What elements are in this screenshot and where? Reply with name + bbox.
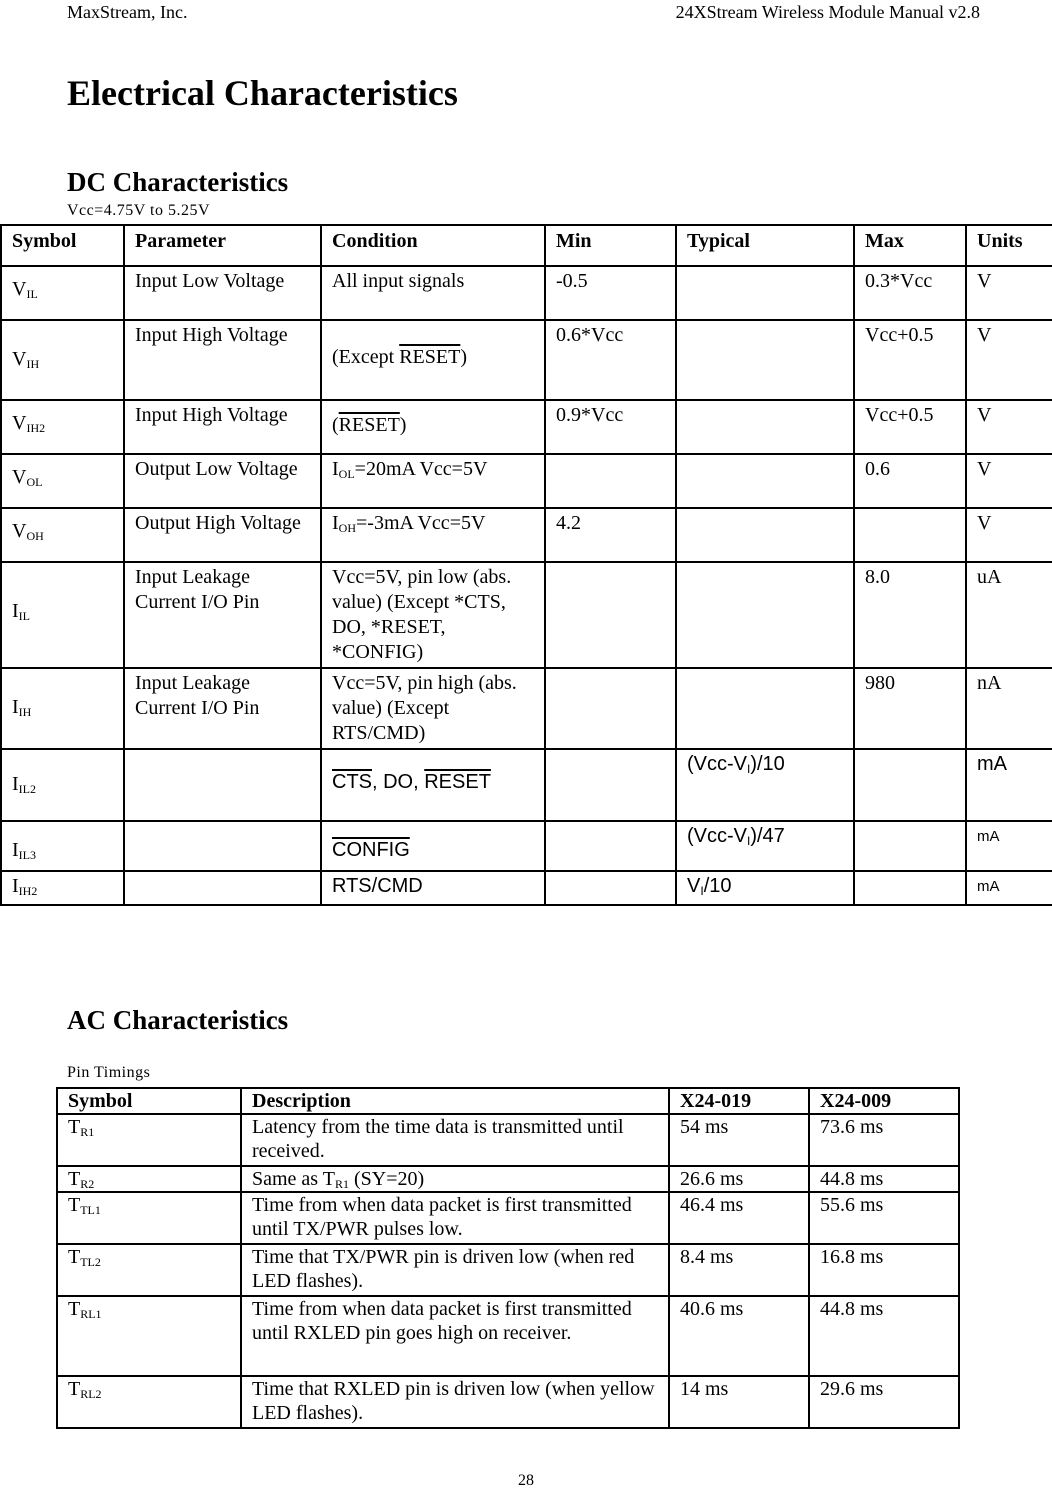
parameter-cell: Input Leakage Current I/O Pin xyxy=(124,668,321,749)
table-row xyxy=(57,1296,959,1376)
max-cell: Vcc+0.5 xyxy=(854,400,966,454)
parameter-cell: Output High Voltage xyxy=(124,508,321,562)
symbol-cell: $I_{IL}$ xyxy=(1,562,124,668)
symbol-cell: $V_{IH}$ xyxy=(1,320,124,400)
x24-019-cell: 14 ms xyxy=(669,1376,809,1428)
description-cell: Time that TX/PWR pin is driven low (when red LED flashes). xyxy=(241,1244,669,1296)
table-row xyxy=(1,821,1052,871)
max-cell: 0.6 xyxy=(854,454,966,508)
max-cell xyxy=(854,821,966,871)
table-row xyxy=(1,320,1052,400)
symbol-cell: $V_{OH}$ xyxy=(1,508,124,562)
table-row xyxy=(1,871,1052,905)
table-row xyxy=(1,266,1052,320)
typical-cell: $V_I/10$ xyxy=(676,871,854,905)
parameter-cell xyxy=(124,821,321,871)
units-cell: nA xyxy=(966,668,1052,749)
x24-009-cell: 16.8 ms xyxy=(809,1244,959,1296)
x24-019-cell: 54 ms xyxy=(669,1114,809,1166)
symbol-cell: $T_{R1}$ xyxy=(57,1114,241,1166)
parameter-cell: Input Leakage Current I/O Pin xyxy=(124,562,321,668)
min-cell xyxy=(545,454,676,508)
min-cell: 0.6*Vcc xyxy=(545,320,676,400)
description-cell: Same as $T_{R1}$ (SY=20) xyxy=(241,1166,669,1192)
description-cell: Time that RXLED pin is driven low (when yellow LED flashes). xyxy=(241,1376,669,1428)
symbol-cell: $T_{R2}$ xyxy=(57,1166,241,1192)
parameter-cell: Input High Voltage xyxy=(124,400,321,454)
typical-cell: $(Vcc-V_I)/10$ xyxy=(676,749,854,821)
typical-cell xyxy=(676,320,854,400)
symbol-cell: $T_{RL1}$ xyxy=(57,1296,241,1376)
x24-009-cell: 55.6 ms xyxy=(809,1192,959,1244)
x24-009-cell: 44.8 ms xyxy=(809,1166,959,1192)
max-cell xyxy=(854,871,966,905)
symbol-cell: $I_{IL2}$ xyxy=(1,749,124,821)
units-cell: V xyxy=(966,400,1052,454)
typical-cell xyxy=(676,400,854,454)
x24-019-cell: 8.4 ms xyxy=(669,1244,809,1296)
condition-cell: (Except RESET) xyxy=(321,320,545,400)
dc-heading: DC Characteristics xyxy=(67,167,289,197)
symbol-cell: $T_{TL2}$ xyxy=(57,1244,241,1296)
parameter-cell: Input Low Voltage xyxy=(124,266,321,320)
condition-cell: CTS, DO, RESET xyxy=(321,749,545,821)
dc-subtitle: Vcc=4.75V to 5.25V xyxy=(67,202,211,219)
dc-header-row xyxy=(1,225,1052,266)
max-cell: Vcc+0.5 xyxy=(854,320,966,400)
max-cell: 8.0 xyxy=(854,562,966,668)
table-row xyxy=(57,1244,959,1296)
table-row xyxy=(57,1192,959,1244)
units-cell: uA xyxy=(966,562,1052,668)
table-row xyxy=(1,749,1052,821)
symbol-cell: $T_{RL2}$ xyxy=(57,1376,241,1428)
x24-019-cell: 46.4 ms xyxy=(669,1192,809,1244)
description-cell: Time from when data packet is first transmitted until TX/PWR pulses low. xyxy=(241,1192,669,1244)
parameter-cell xyxy=(124,749,321,821)
min-cell: 0.9*Vcc xyxy=(545,400,676,454)
max-cell: 980 xyxy=(854,668,966,749)
condition-cell: $I_{OL}=20mA$ Vcc=5V xyxy=(321,454,545,508)
table-row xyxy=(57,1166,959,1192)
max-cell xyxy=(854,508,966,562)
ac-col-header: X24-019 xyxy=(669,1088,809,1114)
ac-header-row xyxy=(57,1088,959,1114)
condition-cell: All input signals xyxy=(321,266,545,320)
symbol-cell: $I_{IH}$ xyxy=(1,668,124,749)
parameter-cell: Output Low Voltage xyxy=(124,454,321,508)
table-row xyxy=(57,1114,959,1166)
symbol-cell: $V_{IH2}$ xyxy=(1,400,124,454)
x24-019-cell: 40.6 ms xyxy=(669,1296,809,1376)
units-cell: mA xyxy=(966,821,1052,871)
units-cell: mA xyxy=(966,871,1052,905)
dc-col-header: Condition xyxy=(321,225,545,266)
min-cell: -0.5 xyxy=(545,266,676,320)
symbol-cell: $T_{TL1}$ xyxy=(57,1192,241,1244)
dc-col-header: Typical xyxy=(676,225,854,266)
parameter-cell xyxy=(124,871,321,905)
symbol-cell: $V_{IL}$ xyxy=(1,266,124,320)
page-title: Electrical Characteristics xyxy=(67,73,458,113)
typical-cell xyxy=(676,508,854,562)
table-row xyxy=(57,1376,959,1428)
max-cell: 0.3*Vcc xyxy=(854,266,966,320)
typical-cell xyxy=(676,266,854,320)
min-cell: 4.2 xyxy=(545,508,676,562)
condition-cell: Vcc=5V, pin high (abs. value) (Except RTS/CMD) xyxy=(321,668,545,749)
x24-009-cell: 29.6 ms xyxy=(809,1376,959,1428)
x24-009-cell: 44.8 ms xyxy=(809,1296,959,1376)
units-cell: V xyxy=(966,508,1052,562)
table-row xyxy=(1,508,1052,562)
x24-019-cell: 26.6 ms xyxy=(669,1166,809,1192)
units-cell: V xyxy=(966,320,1052,400)
ac-heading: AC Characteristics xyxy=(67,1005,289,1035)
dc-col-header: Symbol xyxy=(1,225,124,266)
symbol-cell: $I_{IL3}$ xyxy=(1,821,124,871)
typical-cell: $(Vcc-V_I)/47$ xyxy=(676,821,854,871)
condition-cell: CONFIG xyxy=(321,821,545,871)
dc-col-header: Min xyxy=(545,225,676,266)
max-cell xyxy=(854,749,966,821)
condition-cell: RTS/CMD xyxy=(321,871,545,905)
x24-009-cell: 73.6 ms xyxy=(809,1114,959,1166)
dc-col-header: Parameter xyxy=(124,225,321,266)
min-cell xyxy=(545,871,676,905)
dc-col-header: Max xyxy=(854,225,966,266)
ac-table xyxy=(56,1087,960,1429)
min-cell xyxy=(545,821,676,871)
description-cell: Latency from the time data is transmitted until received. xyxy=(241,1114,669,1166)
units-cell: V xyxy=(966,266,1052,320)
min-cell xyxy=(545,749,676,821)
min-cell xyxy=(545,668,676,749)
table-row xyxy=(1,562,1052,668)
page-number: 28 xyxy=(518,1472,534,1489)
typical-cell xyxy=(676,668,854,749)
parameter-cell: Input High Voltage xyxy=(124,320,321,400)
typical-cell xyxy=(676,562,854,668)
dc-col-header: Units xyxy=(966,225,1052,266)
units-cell: mA xyxy=(966,749,1052,821)
header-company: MaxStream, Inc. xyxy=(67,2,188,22)
table-row xyxy=(1,454,1052,508)
header-manual-title: 24XStream Wireless Module Manual v2.8 xyxy=(675,2,980,22)
ac-col-header: Symbol xyxy=(57,1088,241,1114)
description-cell: Time from when data packet is first transmitted until RXLED pin goes high on receiver. xyxy=(241,1296,669,1376)
table-row xyxy=(1,668,1052,749)
symbol-cell: $V_{OL}$ xyxy=(1,454,124,508)
dc-table xyxy=(0,224,1052,906)
condition-cell: $I_{OH}=-3mA$ Vcc=5V xyxy=(321,508,545,562)
ac-col-header: Description xyxy=(241,1088,669,1114)
ac-subtitle: Pin Timings xyxy=(67,1064,151,1081)
min-cell xyxy=(545,562,676,668)
symbol-cell: $I_{IH2}$ xyxy=(1,871,124,905)
table-row xyxy=(1,400,1052,454)
typical-cell xyxy=(676,454,854,508)
condition-cell: Vcc=5V, pin low (abs. value) (Except *CTS, DO, *RESET, *CONFIG) xyxy=(321,562,545,668)
units-cell: V xyxy=(966,454,1052,508)
condition-cell: (RESET) xyxy=(321,400,545,454)
ac-col-header: X24-009 xyxy=(809,1088,959,1114)
